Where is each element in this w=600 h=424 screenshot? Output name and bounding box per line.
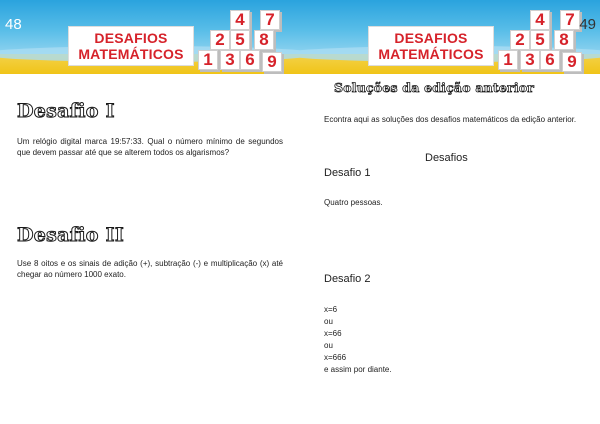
answer-2-heading: Desafio 2 [324,273,371,285]
number-cube: 8 [554,30,574,50]
number-cube: 4 [230,10,250,30]
answer-2-line: x=66 [324,329,342,338]
right-banner [300,0,600,74]
challenge-1-text: Um relógio digital marca 19:57:33. Qual o número mínimo de segundos que devem passar até que se alterem todos os algarismos? [17,137,283,157]
number-cube: 8 [254,30,274,50]
number-cube: 3 [520,50,540,70]
challenge-2-title: Desafio II [17,224,125,246]
solutions-title: Soluções da edição anterior [334,80,535,95]
number-cube: 5 [230,30,250,50]
number-cube: 5 [530,30,550,50]
page-number: 49 [579,16,596,33]
number-cube: 7 [560,10,580,30]
banner-title-line1: DESAFIOS [394,30,468,46]
number-cube: 9 [562,52,582,72]
answer-1-text: Quatro pessoas. [324,198,383,207]
answer-2-line: ou [324,341,333,350]
challenge-1-title: Desafio I [17,100,115,122]
answer-2-line: x=6 [324,305,338,314]
number-cube: 9 [262,52,282,72]
banner-title [68,26,194,66]
number-cube: 2 [210,30,230,50]
number-cube: 6 [540,50,560,70]
number-cube: 3 [220,50,240,70]
solutions-intro: Econtra aqui as soluções dos desafios matemáticos da edição anterior. [324,115,577,124]
answer-2-line: ou [324,317,333,326]
number-cube: 1 [498,50,518,70]
left-banner [0,0,300,74]
right-page [300,0,600,424]
number-cube: 7 [260,10,280,30]
answer-2-line: x=666 [324,353,347,362]
challenge-2-text: Use 8 oitos e os sinais de adição (+), subtração (-) e multiplicação (x) até chegar ao número 1000 exato. [17,259,283,279]
answer-2-line: e assim por diante. [324,365,392,374]
banner-title [368,26,494,66]
number-cube: 6 [240,50,260,70]
number-cubes [196,6,288,70]
banner-title-line2: MATEMÁTICOS [378,46,484,62]
number-cube: 4 [530,10,550,30]
section-label: Desafios [425,152,468,164]
banner-title-line1: DESAFIOS [94,30,168,46]
page-number: 48 [5,16,22,33]
number-cube: 1 [198,50,218,70]
number-cube: 2 [510,30,530,50]
number-cubes [496,6,588,70]
answer-1-heading: Desafio 1 [324,167,371,179]
banner-title-line2: MATEMÁTICOS [78,46,184,62]
